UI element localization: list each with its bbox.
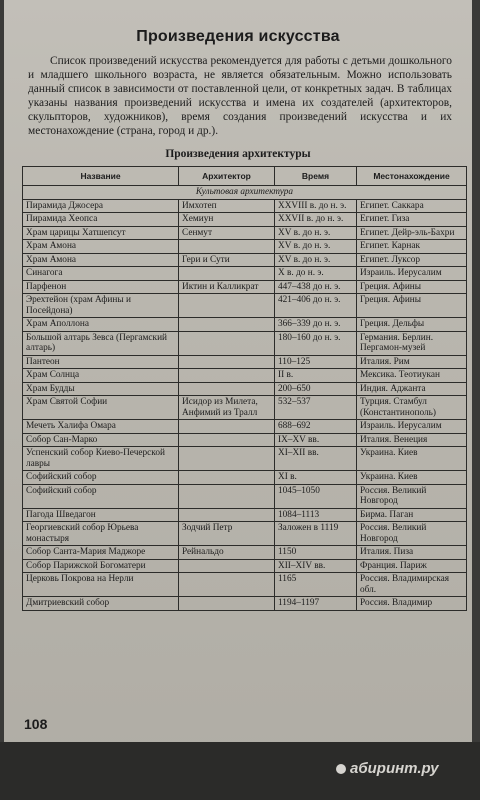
cell-location: Греция. Афины [357, 294, 467, 318]
cell-architect [179, 355, 275, 369]
cell-location: Израиль. Иерусалим [357, 420, 467, 434]
cell-location: Египет. Дейр-эль-Бахри [357, 226, 467, 240]
cell-time: XXVII в. до н. э. [275, 213, 357, 227]
cell-name: Пирамида Хеопса [23, 213, 179, 227]
cell-time: 180–160 до н. э. [275, 331, 357, 355]
cell-name: Храм Будды [23, 382, 179, 396]
cell-name: Пирамида Джосера [23, 199, 179, 213]
table-row [23, 396, 467, 420]
cell-name: Храм Солнца [23, 369, 179, 383]
table-row [23, 573, 467, 597]
watermark-text: абиринт.ру [350, 760, 439, 777]
cell-name: Собор Парижской Богоматери [23, 559, 179, 573]
cell-name: Большой алтарь Зевса (Пергамский алтарь) [23, 331, 179, 355]
cell-architect: Исидор из Милета, Анфимий из Тралл [179, 396, 275, 420]
cell-name: Успенский собор Киево-Печерской лавры [23, 447, 179, 471]
table-row [23, 213, 467, 227]
cell-location: Египет. Саккара [357, 199, 467, 213]
table-row [23, 226, 467, 240]
table-row [23, 484, 467, 508]
table-row [23, 294, 467, 318]
section-row [23, 186, 467, 200]
cell-architect: Гери и Сути [179, 253, 275, 267]
table-row [23, 420, 467, 434]
cell-architect [179, 382, 275, 396]
table-row [23, 369, 467, 383]
cell-time: 447–438 до н. э. [275, 280, 357, 294]
cell-location: Украина. Киев [357, 471, 467, 485]
cell-location: Греция. Дельфы [357, 318, 467, 332]
watermark-logo-icon [336, 764, 346, 774]
cell-location: Франция. Париж [357, 559, 467, 573]
cell-time: X в. до н. э. [275, 267, 357, 281]
cell-name: Церковь Покрова на Нерли [23, 573, 179, 597]
cell-time: IX–XV вв. [275, 433, 357, 447]
cell-time: XI–XII вв. [275, 447, 357, 471]
cell-location: Украина. Киев [357, 447, 467, 471]
column-header-time: Время [275, 167, 357, 186]
cell-time: 1194–1197 [275, 597, 357, 611]
cell-location: Россия. Великий Новгород [357, 522, 467, 546]
cell-name: Дмитриевский собор [23, 597, 179, 611]
cell-time: XXVIII в. до н. э. [275, 199, 357, 213]
cell-name: Софийский собор [23, 471, 179, 485]
cell-architect [179, 318, 275, 332]
cell-time: 1165 [275, 573, 357, 597]
table-row [23, 355, 467, 369]
watermark [336, 760, 439, 777]
cell-architect [179, 573, 275, 597]
cell-architect [179, 471, 275, 485]
cell-time: 532–537 [275, 396, 357, 420]
cell-time: 421–406 до н. э. [275, 294, 357, 318]
cell-architect: Хемиун [179, 213, 275, 227]
cell-location: Германия. Берлин. Пергамон-музей [357, 331, 467, 355]
cell-name: Эрехтейон (храм Афины и Посейдона) [23, 294, 179, 318]
cell-location: Италия. Рим [357, 355, 467, 369]
cell-location: Италия. Венеция [357, 433, 467, 447]
table-row [23, 546, 467, 560]
cell-time: 1045–1050 [275, 484, 357, 508]
cell-architect [179, 369, 275, 383]
cell-name: Мечеть Халифа Омара [23, 420, 179, 434]
table-row [23, 318, 467, 332]
cell-architect [179, 240, 275, 254]
cell-architect [179, 447, 275, 471]
table-row [23, 331, 467, 355]
cell-location: Греция. Афины [357, 280, 467, 294]
cell-location: Италия. Пиза [357, 546, 467, 560]
cell-name: Храм Аполлона [23, 318, 179, 332]
cell-location: Турция. Стамбул (Константинополь) [357, 396, 467, 420]
cell-architect [179, 267, 275, 281]
cell-architect [179, 484, 275, 508]
cell-time: XV в. до н. э. [275, 253, 357, 267]
cell-location: Россия. Владимир [357, 597, 467, 611]
cell-architect [179, 559, 275, 573]
cell-name: Софийский собор [23, 484, 179, 508]
cell-name: Пантеон [23, 355, 179, 369]
cell-architect [179, 420, 275, 434]
cell-location: Бирма. Паган [357, 508, 467, 522]
cell-location: Россия. Владимирская обл. [357, 573, 467, 597]
table-row [23, 508, 467, 522]
cell-name: Собор Сан-Марко [23, 433, 179, 447]
table-row [23, 280, 467, 294]
column-header-location: Местонахождение [357, 167, 467, 186]
cell-architect: Рейнальдо [179, 546, 275, 560]
cell-name: Храм Святой Софии [23, 396, 179, 420]
table-row [23, 559, 467, 573]
cell-location: Россия. Великий Новгород [357, 484, 467, 508]
column-header-architect: Архитектор [179, 167, 275, 186]
section-label: Культовая архитектура [23, 186, 467, 200]
page-number: 108 [24, 716, 48, 732]
page-title: Произведения искусства [136, 28, 340, 45]
book-page [4, 0, 472, 772]
cell-architect [179, 331, 275, 355]
cell-name: Синагога [23, 267, 179, 281]
table-title: Произведения архитектуры [165, 148, 311, 160]
cell-location: Египет. Гиза [357, 213, 467, 227]
cell-name: Храм Амона [23, 240, 179, 254]
cell-name: Пагода Шведагон [23, 508, 179, 522]
cell-architect: Имхотеп [179, 199, 275, 213]
cell-time: 200–650 [275, 382, 357, 396]
cell-architect: Иктин и Калликрат [179, 280, 275, 294]
cell-architect [179, 508, 275, 522]
table-row [23, 522, 467, 546]
cell-time: XV в. до н. э. [275, 226, 357, 240]
intro-paragraph: Список произведений искусства рекомендуется для работы с детьми дошкольного и младшего школьного возраста, не является обязательным. Можно использовать данный список в зависимости от поставленной цели, от конкретных задач. В таблицах указаны названия произведений искусства и имена их создателей (архитекторов, скульпторов, художников), время создания произведений искусства и их местонахождение (страна, город и др.). [28, 55, 452, 137]
architecture-table [22, 166, 467, 611]
table-row [23, 433, 467, 447]
table-row [23, 240, 467, 254]
table-row [23, 447, 467, 471]
table-row [23, 382, 467, 396]
cell-location: Мексика. Теотиукан [357, 369, 467, 383]
cell-time: XI в. [275, 471, 357, 485]
table-row [23, 471, 467, 485]
cell-location: Израиль. Иерусалим [357, 267, 467, 281]
cell-architect [179, 597, 275, 611]
cell-time: Заложен в 1119 [275, 522, 357, 546]
cell-time: 366–339 до н. э. [275, 318, 357, 332]
cell-time: 1150 [275, 546, 357, 560]
cell-name: Парфенон [23, 280, 179, 294]
cell-architect [179, 294, 275, 318]
table-row [23, 597, 467, 611]
cell-location: Египет. Карнак [357, 240, 467, 254]
cell-time: 110–125 [275, 355, 357, 369]
cell-time: 1084–1113 [275, 508, 357, 522]
cell-time: 688–692 [275, 420, 357, 434]
cell-architect [179, 433, 275, 447]
cell-architect: Зодчий Петр [179, 522, 275, 546]
table-row [23, 253, 467, 267]
table-row [23, 199, 467, 213]
cell-time: XV в. до н. э. [275, 240, 357, 254]
table-header-row [23, 167, 467, 186]
table-row [23, 267, 467, 281]
cell-name: Храм Амона [23, 253, 179, 267]
cell-name: Собор Санта-Мария Маджоре [23, 546, 179, 560]
cell-time: XII–XIV вв. [275, 559, 357, 573]
cell-name: Георгиевский собор Юрьева монастыря [23, 522, 179, 546]
cell-name: Храм царицы Хатшепсут [23, 226, 179, 240]
column-header-name: Название [23, 167, 179, 186]
cell-location: Индия. Аджанта [357, 382, 467, 396]
cell-architect: Сенмут [179, 226, 275, 240]
cell-location: Египет. Луксор [357, 253, 467, 267]
cell-time: II в. [275, 369, 357, 383]
